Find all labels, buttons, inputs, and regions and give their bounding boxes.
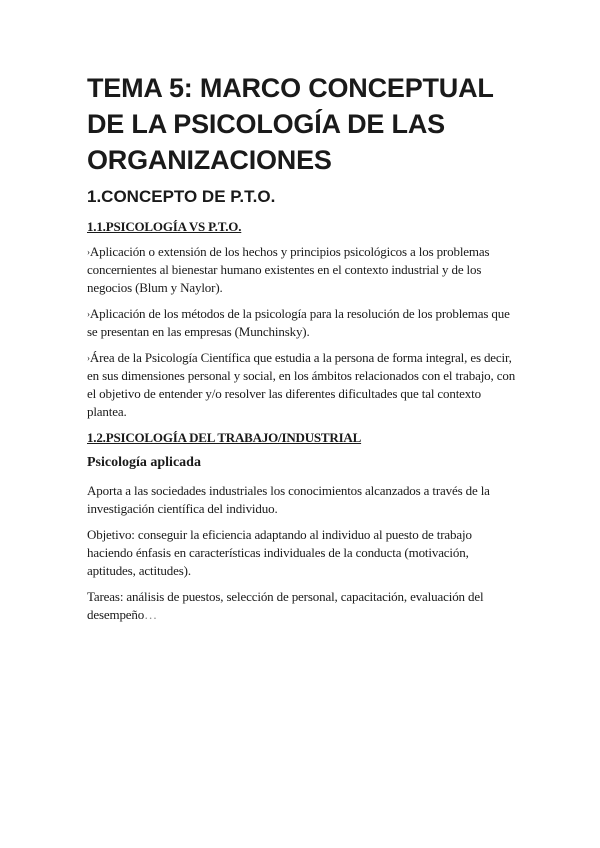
bullet-text: Aplicación de los métodos de la psicología para la resolución de los problemas que se presentan en las empresas (Munchinsky). bbox=[87, 306, 510, 339]
document-title bbox=[87, 70, 517, 178]
bullet-paragraph-3 bbox=[87, 349, 517, 421]
bullet-text: Área de la Psicología Científica que estudia a la persona de forma integral, es decir, en sus dimensiones personal y social, en los ámbitos relacionados con el trabajo, con el objetivo de entender y/o resolver las diferentes dificultades que tal contexto plantea. bbox=[87, 350, 516, 419]
bullet-marker: › bbox=[87, 247, 90, 257]
bullet-marker: › bbox=[87, 353, 90, 363]
section-heading-concepto: 1.CONCEPTO DE P.T.O. bbox=[87, 187, 276, 206]
bullet-paragraph-2 bbox=[87, 305, 517, 341]
bullet-marker: › bbox=[87, 309, 90, 319]
title-line-1: TEMA 5: MARCO CONCEPTUAL bbox=[87, 73, 494, 103]
subheading-psicologia-aplicada: Psicología aplicada bbox=[87, 455, 201, 470]
paragraph-objetivo: Objetivo: conseguir la eficiencia adaptando al individuo al puesto de trabajo haciendo énfasis en características individuales de la conducta (motivación, aptitudes, actitudes). bbox=[87, 527, 472, 578]
tareas-text: Tareas: análisis de puestos, selección de personal, capacitación, evaluación del desempeño bbox=[87, 589, 484, 622]
bullet-paragraph-1 bbox=[87, 243, 517, 297]
subsection-heading-psicologia-trabajo: 1.2.PSICOLOGÍA DEL TRABAJO/INDUSTRIAL bbox=[87, 430, 362, 445]
paragraph-aporta: Aporta a las sociedades industriales los conocimientos alcanzados a través de la investigación científica del individuo. bbox=[87, 483, 490, 516]
title-line-2: DE LA PSICOLOGÍA DE LAS bbox=[87, 109, 445, 139]
document-page bbox=[87, 70, 517, 632]
title-line-3: ORGANIZACIONES bbox=[87, 145, 332, 175]
ellipsis: … bbox=[144, 607, 157, 622]
bullet-text: Aplicación o extensión de los hechos y principios psicológicos a los problemas concernientes al bienestar humano existentes en el contexto industrial y de los negocios (Blum y Naylor). bbox=[87, 244, 490, 295]
subsection-heading-psicologia-vs-pto: 1.1.PSICOLOGÍA VS P.T.O. bbox=[87, 219, 242, 234]
paragraph-tareas bbox=[87, 588, 517, 624]
